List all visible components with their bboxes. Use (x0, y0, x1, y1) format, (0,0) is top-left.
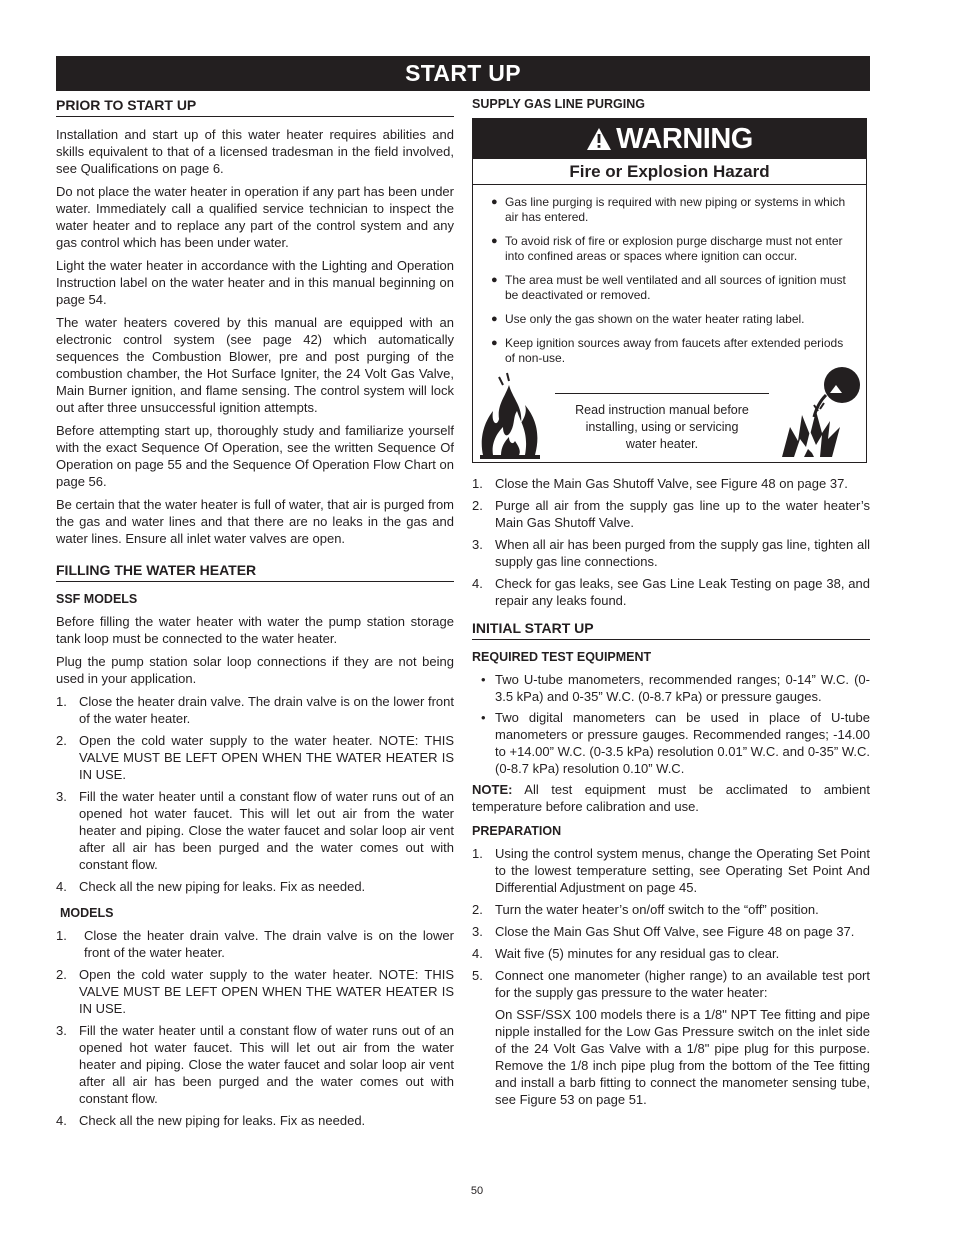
paragraph: Light the water heater in accordance with the Lighting and Operation Instruction label on the water heater and in this manual beginning on page 54. (56, 258, 454, 307)
filling-heading: FILLING THE WATER HEATER (56, 561, 454, 582)
preparation-heading: PREPARATION (472, 824, 562, 838)
paragraph: Do not place the water heater in operation if any part has been under water. Immediately call a qualified service technician to inspect the water heater and to replace any part of the control system and any gas control which has been under water. (56, 184, 454, 250)
page-title: START UP (405, 60, 521, 86)
list-item: 4. Check all the new piping for leaks. Fix as needed. (56, 879, 366, 894)
list-item: 1. Close the heater drain valve. The drain valve is on the lower front of the water heater. (56, 694, 454, 726)
list-item: ● To avoid risk of fire or explosion purge discharge must not enter into confined areas or spaces where ignition can occur. (491, 234, 843, 263)
list-item: 3. Close the Main Gas Shut Off Valve, see Figure 48 on page 37. (472, 924, 855, 939)
equipment-list (472, 671, 870, 777)
models-heading: MODELS (60, 906, 114, 920)
list-item: 1. Using the control system menus, change the Operating Set Point to the lowest temperature setting, see Operating Set Point And Differential Adjustment on page 45. (472, 846, 870, 895)
purging-steps-list (472, 475, 870, 609)
explosion-hazard-icon (780, 365, 864, 461)
list-item: ● The area must be well ventilated and all sources of ignition must be deactivated or removed. (491, 273, 846, 302)
paragraph: Before filling the water heater with water the pump station storage tank loop must be connected to the water heater. (56, 614, 454, 646)
supply-gas-purging-heading: SUPPLY GAS LINE PURGING (472, 97, 645, 111)
models-steps-list (56, 927, 454, 1129)
list-item: 2. Open the cold water supply to the water heater. NOTE: THIS VALVE MUST BE LEFT OPEN WHEN THE WATER HEATER IS IN USE. (56, 733, 454, 782)
paragraph: The water heaters covered by this manual are equipped with an electronic control system (see page 42) which automatically sequences the Combustion Blower, pre and post purging of the combustion chamber, the Hot Surface Igniter, the 24 Volt Gas Valve, Main Burner ignition, and flame sensing. The control system will lock out after three unsuccessful ignition attempts. (56, 315, 454, 415)
list-item: 4. Check all the new piping for leaks. Fix as needed. (56, 1113, 366, 1128)
initial-start-up-heading: INITIAL START UP (472, 619, 870, 640)
warning-word: WARNING (616, 122, 753, 155)
paragraph: Before attempting start up, thoroughly study and familiarize yourself with the exact Sequence Of Operation, see the written Sequence Of Operation on page 55 and the Sequence Of Operation Flow Chart on page 56. (56, 423, 454, 489)
warning-box (472, 118, 867, 463)
list-item: ● Gas line purging is required with new piping or systems in which air has entered. (491, 195, 846, 224)
hazard-title: Fire or Explosion Hazard (473, 159, 866, 185)
fire-hazard-icon (477, 371, 545, 461)
list-item: 4. Check for gas leaks, see Gas Line Leak Testing on page 38, and repair any leaks found. (472, 576, 870, 608)
paragraph: Be certain that the water heater is full of water, that air is purged from the gas and water lines and that there are no leaks in the gas and water lines. Ensure all inlet water valves are open. (56, 497, 454, 546)
paragraph: Installation and start up of this water heater requires abilities and skills equivalent to that of a licensed tradesman in the field involved, see Qualifications on page 6. (56, 127, 454, 176)
list-item: 3. Fill the water heater until a constant flow of water runs out of an opened hot water faucet. This will let out air from the water heater and piping. Close the water faucet and solar loop air vent after all air has been purged and the water comes out with constant flow. (56, 789, 454, 872)
read-manual-caption: Read instruction manual before installing, using or servicing water heater. (555, 393, 769, 453)
list-item: 2. Turn the water heater’s on/off switch to the “off” position. (472, 902, 819, 917)
left-column (56, 96, 454, 1134)
warning-bullets (473, 185, 866, 366)
list-item: 2. Purge all air from the supply gas line up to the water heater’s Main Gas Shutoff Valve. (472, 498, 870, 530)
ssf-steps-list (56, 693, 454, 895)
list-item: 2. Open the cold water supply to the water heater. NOTE: THIS VALVE MUST BE LEFT OPEN WHEN THE WATER HEATER IS IN USE. (56, 967, 454, 1016)
prior-to-start-up-heading: PRIOR TO START UP (56, 96, 454, 117)
warning-triangle-icon (586, 127, 612, 151)
note-paragraph: NOTE: All test equipment must be acclimated to ambient temperature before calibration and use. (472, 782, 870, 814)
right-column (472, 96, 870, 1114)
required-test-equipment-heading: REQUIRED TEST EQUIPMENT (472, 650, 652, 664)
preparation-followup-paragraph: On SSF/SSX 100 models there is a 1/8" NPT Tee fitting and pipe nipple installed for the Low Gas Pressure switch on the inlet side of the 24 Volt Gas Valve with a 1/8" pipe plug for this purpose. Remove the 1/8 inch pipe plug from the bottom of the Tee fitting and install a barb fitting to connect the manometer sensing tube, see Figure 53 on page 51. (495, 1007, 870, 1107)
list-item: ● Keep ignition sources away from faucets after extended periods of non-use. (491, 336, 844, 365)
paragraph: Plug the pump station solar loop connections if they are not being used in your application. (56, 654, 454, 686)
list-item: 5. Connect one manometer (higher range) to an available test port for the supply gas pressure to the water heater: (472, 968, 870, 1000)
section-banner (56, 56, 870, 91)
list-item: • Two U-tube manometers, recommended ranges; 0-14” W.C. (0-3.5 kPa) and 0-35” W.C. (0-8.7 kPa) or pressure gauges. (481, 672, 870, 704)
list-item: 4. Wait five (5) minutes for any residual gas to clear. (472, 946, 780, 961)
list-item: 3. Fill the water heater until a constant flow of water runs out of an opened hot water faucet. This will let out air from the water heater and piping. Close the water faucet and solar loop air vent after all air has been purged and the water comes out with constant flow. (56, 1023, 454, 1106)
list-item: 3. When all air has been purged from the supply gas line, tighten all supply gas line connections. (472, 537, 870, 569)
ssf-models-heading: SSF MODELS (56, 592, 138, 606)
list-item: 1. Close the heater drain valve. The drain valve is on the lower front of the water heater. (56, 928, 454, 960)
list-item: 1. Close the Main Gas Shutoff Valve, see Figure 48 on page 37. (472, 476, 848, 491)
preparation-steps-list (472, 845, 870, 1001)
warning-header (473, 119, 866, 159)
list-item: • Two digital manometers can be used in place of U-tube manometers or pressure gauges. Recommended ranges; -14.00 to +14.00” W.C. (0-3.5 kPa) resolution 0.01” W.C. and 0-35” W.C. (0-8.7 kPa) resolution 0.10” W.C. (481, 710, 870, 776)
list-item: ● Use only the gas shown on the water heater rating label. (491, 312, 805, 326)
page-number: 50 (470, 1185, 484, 1197)
